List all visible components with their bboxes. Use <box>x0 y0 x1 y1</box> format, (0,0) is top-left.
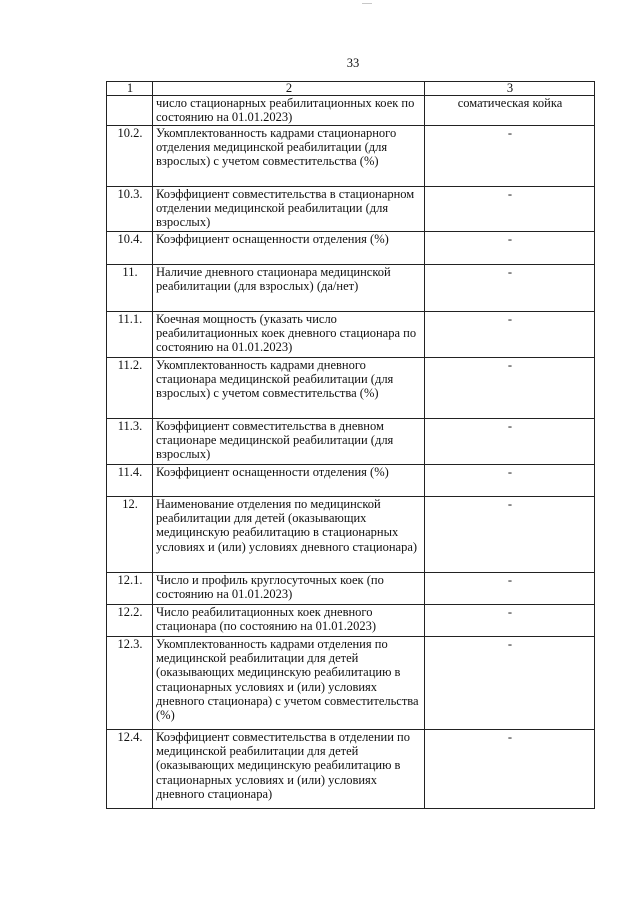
table-row <box>107 96 595 126</box>
table-header-row <box>107 82 595 96</box>
row-value: - <box>425 187 595 232</box>
row-number: 10.4. <box>107 232 153 265</box>
row-indicator: Укомплектованность кадрами стационарного отделения медицинской реабилитации (для взрослых) с учетом совместительства (%) <box>153 126 425 187</box>
table-row <box>107 573 595 605</box>
row-indicator: Коэффициент оснащенности отделения (%) <box>153 232 425 265</box>
row-value: соматическая койка <box>425 96 595 126</box>
column-header-3: 3 <box>425 82 595 96</box>
column-header-2: 2 <box>153 82 425 96</box>
row-value: - <box>425 312 595 358</box>
row-number: 11.4. <box>107 465 153 497</box>
row-number: 12.2. <box>107 605 153 637</box>
row-indicator: Коечная мощность (указать число реабилитационных коек дневного стационара по состоянию на 01.01.2023) <box>153 312 425 358</box>
table-row <box>107 265 595 312</box>
row-value: - <box>425 605 595 637</box>
row-indicator: Укомплектованность кадрами отделения по медицинской реабилитации для детей (оказывающих медицинскую реабилитацию в стационарных условиях и (или) условиях дневного стационара) с учетом совместительства (%) <box>153 637 425 730</box>
row-value: - <box>425 465 595 497</box>
row-value: - <box>425 573 595 605</box>
scan-mark <box>362 0 372 4</box>
table-row <box>107 358 595 419</box>
table-row <box>107 605 595 637</box>
row-value: - <box>425 419 595 465</box>
row-value: - <box>425 126 595 187</box>
row-number: 10.2. <box>107 126 153 187</box>
row-indicator: Коэффициент совместительства в стационарном отделении медицинской реабилитации (для взрослых) <box>153 187 425 232</box>
table-row <box>107 637 595 730</box>
row-indicator: число стационарных реабилитационных коек по состоянию на 01.01.2023) <box>153 96 425 126</box>
row-value: - <box>425 232 595 265</box>
column-header-1: 1 <box>107 82 153 96</box>
row-value: - <box>425 265 595 312</box>
table-row <box>107 465 595 497</box>
indicators-table <box>106 81 595 809</box>
table-row <box>107 312 595 358</box>
row-number: 11.1. <box>107 312 153 358</box>
table-row <box>107 419 595 465</box>
table-row <box>107 187 595 232</box>
table-row <box>107 730 595 809</box>
row-indicator: Число реабилитационных коек дневного стационара (по состоянию на 01.01.2023) <box>153 605 425 637</box>
row-number: 11. <box>107 265 153 312</box>
table-row <box>107 126 595 187</box>
row-number: 10.3. <box>107 187 153 232</box>
row-number: 12.3. <box>107 637 153 730</box>
table-row <box>107 232 595 265</box>
row-number: 12.4. <box>107 730 153 809</box>
row-indicator: Коэффициент оснащенности отделения (%) <box>153 465 425 497</box>
row-indicator: Наличие дневного стационара медицинской реабилитации (для взрослых) (да/нет) <box>153 265 425 312</box>
row-number <box>107 96 153 126</box>
row-number: 12. <box>107 497 153 573</box>
page-number: 33 <box>346 56 360 70</box>
row-number: 12.1. <box>107 573 153 605</box>
row-indicator: Число и профиль круглосуточных коек (по состоянию на 01.01.2023) <box>153 573 425 605</box>
row-number: 11.2. <box>107 358 153 419</box>
row-indicator: Наименование отделения по медицинской реабилитации для детей (оказывающих медицинскую реабилитацию в стационарных условиях и (или) условиях дневного стационара) <box>153 497 425 573</box>
row-value: - <box>425 637 595 730</box>
row-indicator: Укомплектованность кадрами дневного стационара медицинской реабилитации (для взрослых) с учетом совместительства (%) <box>153 358 425 419</box>
row-value: - <box>425 730 595 809</box>
row-indicator: Коэффициент совместительства в отделении по медицинской реабилитации для детей (оказывающих медицинскую реабилитацию в стационарных условиях и (или) условиях дневного стационара) <box>153 730 425 809</box>
row-value: - <box>425 497 595 573</box>
row-value: - <box>425 358 595 419</box>
row-number: 11.3. <box>107 419 153 465</box>
table-row <box>107 497 595 573</box>
row-indicator: Коэффициент совместительства в дневном стационаре медицинской реабилитации (для взрослых) <box>153 419 425 465</box>
